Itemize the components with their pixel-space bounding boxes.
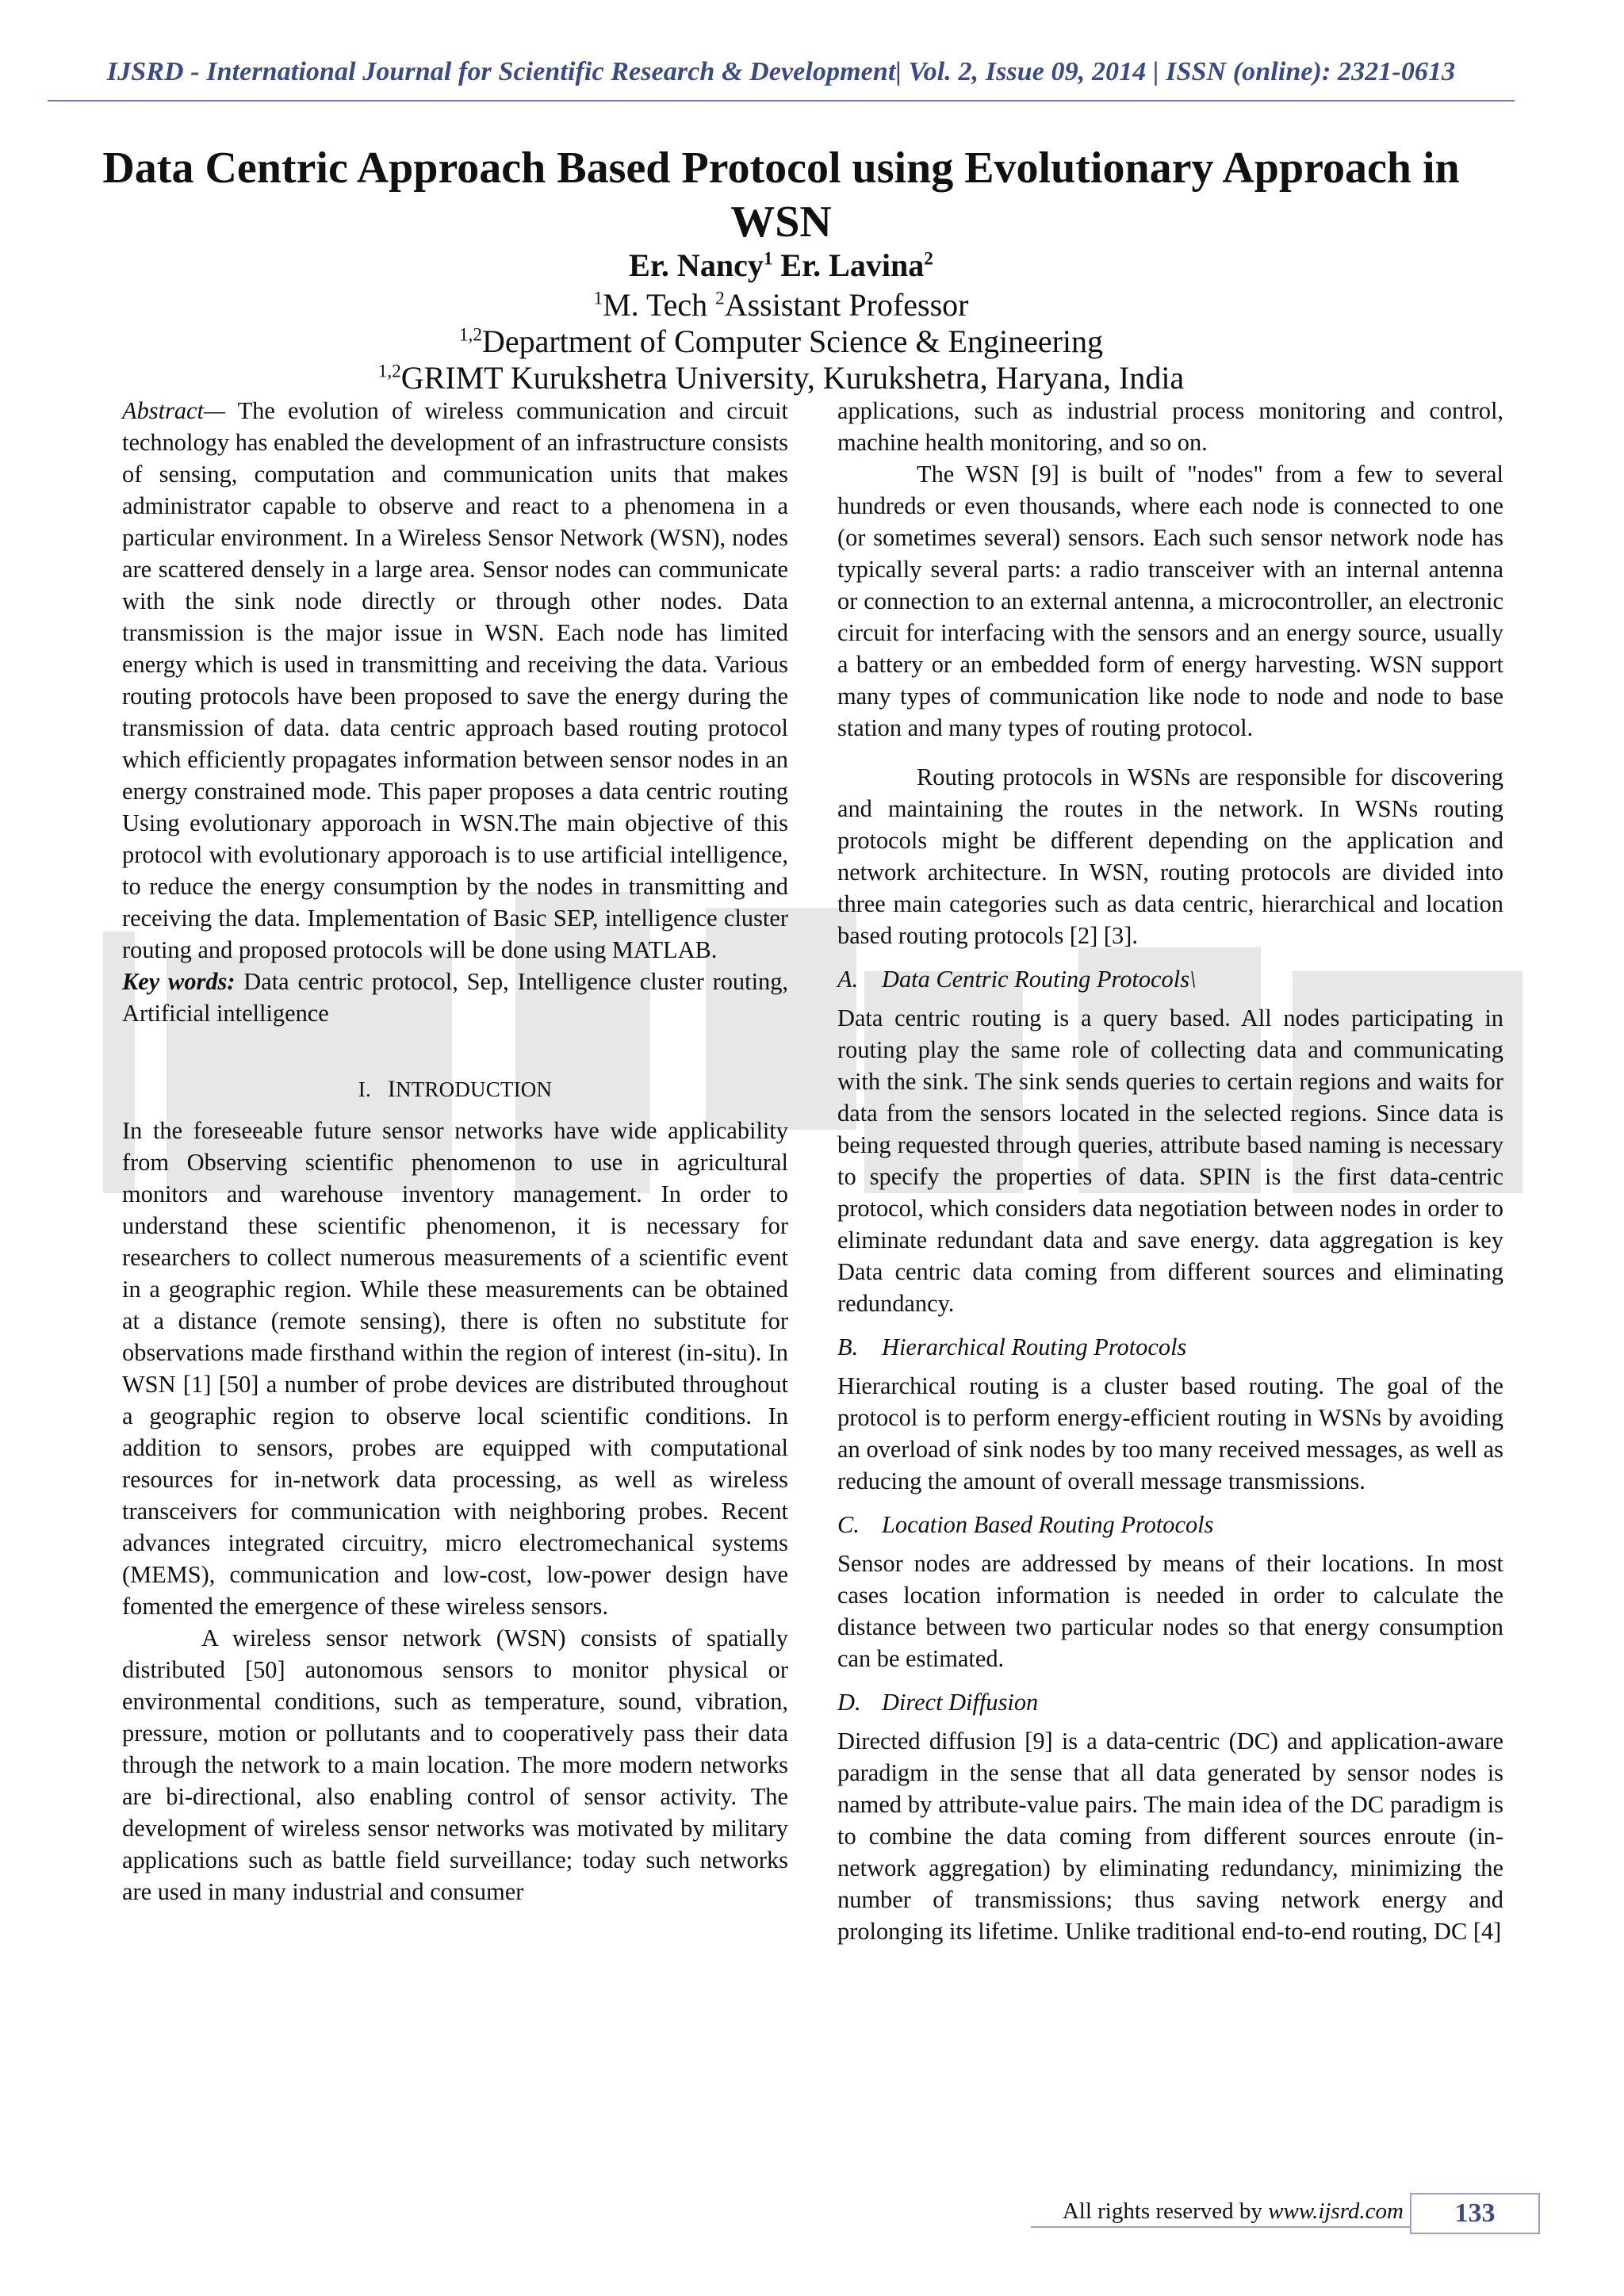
paper-title-line2: WSN [730,197,832,247]
subsection-letter: A. [837,966,859,993]
header-rule [48,100,1515,101]
dept-text: Department of Computer Science & Engineering [481,323,1104,359]
subsection-heading-c [837,1510,1503,1540]
univ-text: GRIMT Kurukshetra University, Kurukshetra, Haryana, India [400,360,1185,396]
section-heading-introduction [122,1075,788,1104]
author-department [48,323,1515,360]
subsection-letter: B. [837,1334,859,1360]
footer-rule [1031,2226,1410,2228]
intro-paragraph-4: Routing protocols in WSNs are responsible for discovering and maintaining the routes in the network. In WSNs routing protocols might be different depending on the application and network architecture. In WSN, routing protocols are divided into three main categories such as data centric, hierarchical and location based routing protocols [2] [3]. [837,763,1503,949]
subsection-letter: D. [837,1689,861,1716]
subsection-heading-d [837,1687,1503,1717]
section-title-initial: I [387,1076,396,1102]
subsection-title: Data Centric Routing Protocols\ [882,966,1197,993]
section-number: I. [358,1077,371,1101]
intro-paragraph-3: The WSN [9] is built of "nodes" from a few to several hundreds or even thousands, where each node is connected to one (or sometimes several) sensors. Each such sensor network node has typically several parts: a radio transceiver with an internal antenna or connection to an external antenna, a microcontroller, an electronic circuit for interfacing with the sensors and an energy source, usually a battery or an embedded form of energy harvesting. WSN support many types of communication like node to node and node to base station and many types of routing protocol. [837,461,1503,741]
author-superscript: 1 [763,248,773,270]
paper-title [48,141,1515,249]
author-name: Er. Lavina [772,247,925,283]
intro-paragraph-2: A wireless sensor network (WSN) consists of spatially distributed [50] autonomous sensors to monitor physical or environmental conditions, such as temperature, sound, vibration, pressure, motion or pollutants and to cooperatively pass their data through the network to a main location. The more modern networks are bi-directional, also enabling control of sensor activity. The development of wireless sensor networks was motivated by military applications such as battle field surveillance; today such networks are used in many industrial and consumer [122,1624,788,1905]
keywords-paragraph [122,966,788,1029]
paper-title-line1: Data Centric Approach Based Protocol using Evolutionary Approach in [102,144,1460,193]
keywords-text: Data centric protocol, Sep, Intelligence cluster routing, Artificial intelligence [122,968,789,1027]
footer-url-link[interactable]: www.ijsrd.com [1268,2198,1404,2224]
subsection-c-text: Sensor nodes are addressed by means of their locations. In most cases location information is needed in order to calculate the distance between two particular nodes so that energy consumption can be estimated. [837,1550,1503,1672]
subsection-title: Location Based Routing Protocols [882,1511,1214,1538]
subsection-a-text: Data centric routing is a query based. All nodes participating in routing play the same role of collecting data and communicating with the sink. The sink sends queries to certain regions and waits for data from the sensors located in the selected regions. Since data is being requested through queries, attribute based naming is necessary to specify the properties of data. SPIN is the first data-centric protocol, which considers data negotiation between nodes in order to eliminate redundant data and save energy. data aggregation is key Data centric data coming from different sources and eliminating redundancy. [837,1004,1503,1317]
page-number: 133 [1410,2193,1540,2234]
subsection-heading-a [837,964,1503,994]
footer-rights-text: All rights reserved by [1062,2198,1269,2224]
univ-superscript: 1,2 [377,361,401,382]
author-superscript: 2 [924,248,933,270]
subsection-d-text: Directed diffusion [9] is a data-centric (DC) and application-aware paradigm in the sense that all data generated by sensor nodes is named by attribute-value pairs. The main idea of the DC paradigm is to combine the data coming from different sources enroute (in-network aggregation) by eliminating redundancy, minimizing the number of transmissions; thus saving network energy and prolonging its lifetime. Unlike traditional end-to-end routing, DC [4] [837,1728,1503,1945]
role-text: M. Tech [603,287,716,323]
abstract-label: Abstract— [122,397,226,424]
keywords-label: Key words: [122,968,236,995]
intro-paragraph-1: In the foreseeable future sensor networks have wide applicability from Observing scientific phenomenon to use in agricultural monitors and warehouse inventory management. In order to understand these scientific phenomenon, it is necessary for researchers to collect numerous measurements of a scientific event in a geographic region. While these measurements can be obtained at a distance (remote sensing), there is often no substitute for observations made firsthand within the region of interest (in-situ). In WSN [1] [50] a number of probe devices are distributed throughout a geographic region to observe local scientific conditions. In addition to sensors, probes are equipped with computational resources for in-network data processing, as well as wireless transceivers for communication with neighboring probes. Recent advances integrated circuitry, micro electromechanical systems (MEMS), communication and low-cost, low-power design have fomented the emergence of these wireless sensors. [122,1117,788,1620]
abstract-text: The evolution of wireless communication and circuit technology has enabled the development of an infrastructure consists of sensing, computation and communication units that makes administrator capable to observe and react to a phenomena in a particular environment. In a Wireless Sensor Network (WSN), nodes are scattered densely in a large area. Sensor nodes can communicate with the sink node directly or through other nodes. Data transmission is the major issue in WSN. Each node has limited energy which is used in transmitting and receiving the data. Various routing protocols have been proposed to save the energy during the transmission of data. data centric approach based routing protocol which efficiently propagates information between sensor nodes in an energy constrained mode. This paper proposes a data centric routing Using evolutionary apporoach in WSN.The main objective of this protocol with evolutionary apporoach is to use artificial intelligence, to reduce the energy consumption by the nodes in transmitting and receiving the data. Implementation of Basic SEP, intelligence cluster routing and proposed protocols will be done using MATLAB. [122,397,788,963]
role-text: Assistant Professor [724,287,969,323]
author-name: Er. Nancy [629,247,764,283]
subsection-title: Direct Diffusion [882,1689,1039,1716]
author-roles [48,287,1515,323]
subsection-title: Hierarchical Routing Protocols [882,1334,1187,1360]
subsection-heading-b [837,1332,1503,1362]
intro-paragraph-2-continued: applications, such as industrial process monitoring and control, machine health monitoring, and so on. [837,397,1503,456]
dept-superscript: 1,2 [458,324,482,346]
subsection-letter: C. [837,1511,860,1538]
role-superscript: 2 [715,288,725,309]
abstract-paragraph [122,395,788,966]
right-column [837,395,1503,1947]
left-column [122,395,788,1908]
journal-running-header: IJSRD - International Journal for Scientific Research & Development| Vol. 2, Issue 09, 2014 | ISSN (online): 2321-0613 [106,57,1456,86]
role-superscript: 1 [593,288,603,309]
section-title-rest: NTRODUCTION [396,1077,553,1101]
author-list [48,247,1515,284]
footer-rights [1031,2198,1404,2225]
subsection-b-text: Hierarchical routing is a cluster based routing. The goal of the protocol is to perform energy-efficient routing in WSNs by avoiding an overload of sink nodes by too many received messages, as well as reducing the amount of overall message transmissions. [837,1372,1503,1494]
author-university [48,360,1515,396]
